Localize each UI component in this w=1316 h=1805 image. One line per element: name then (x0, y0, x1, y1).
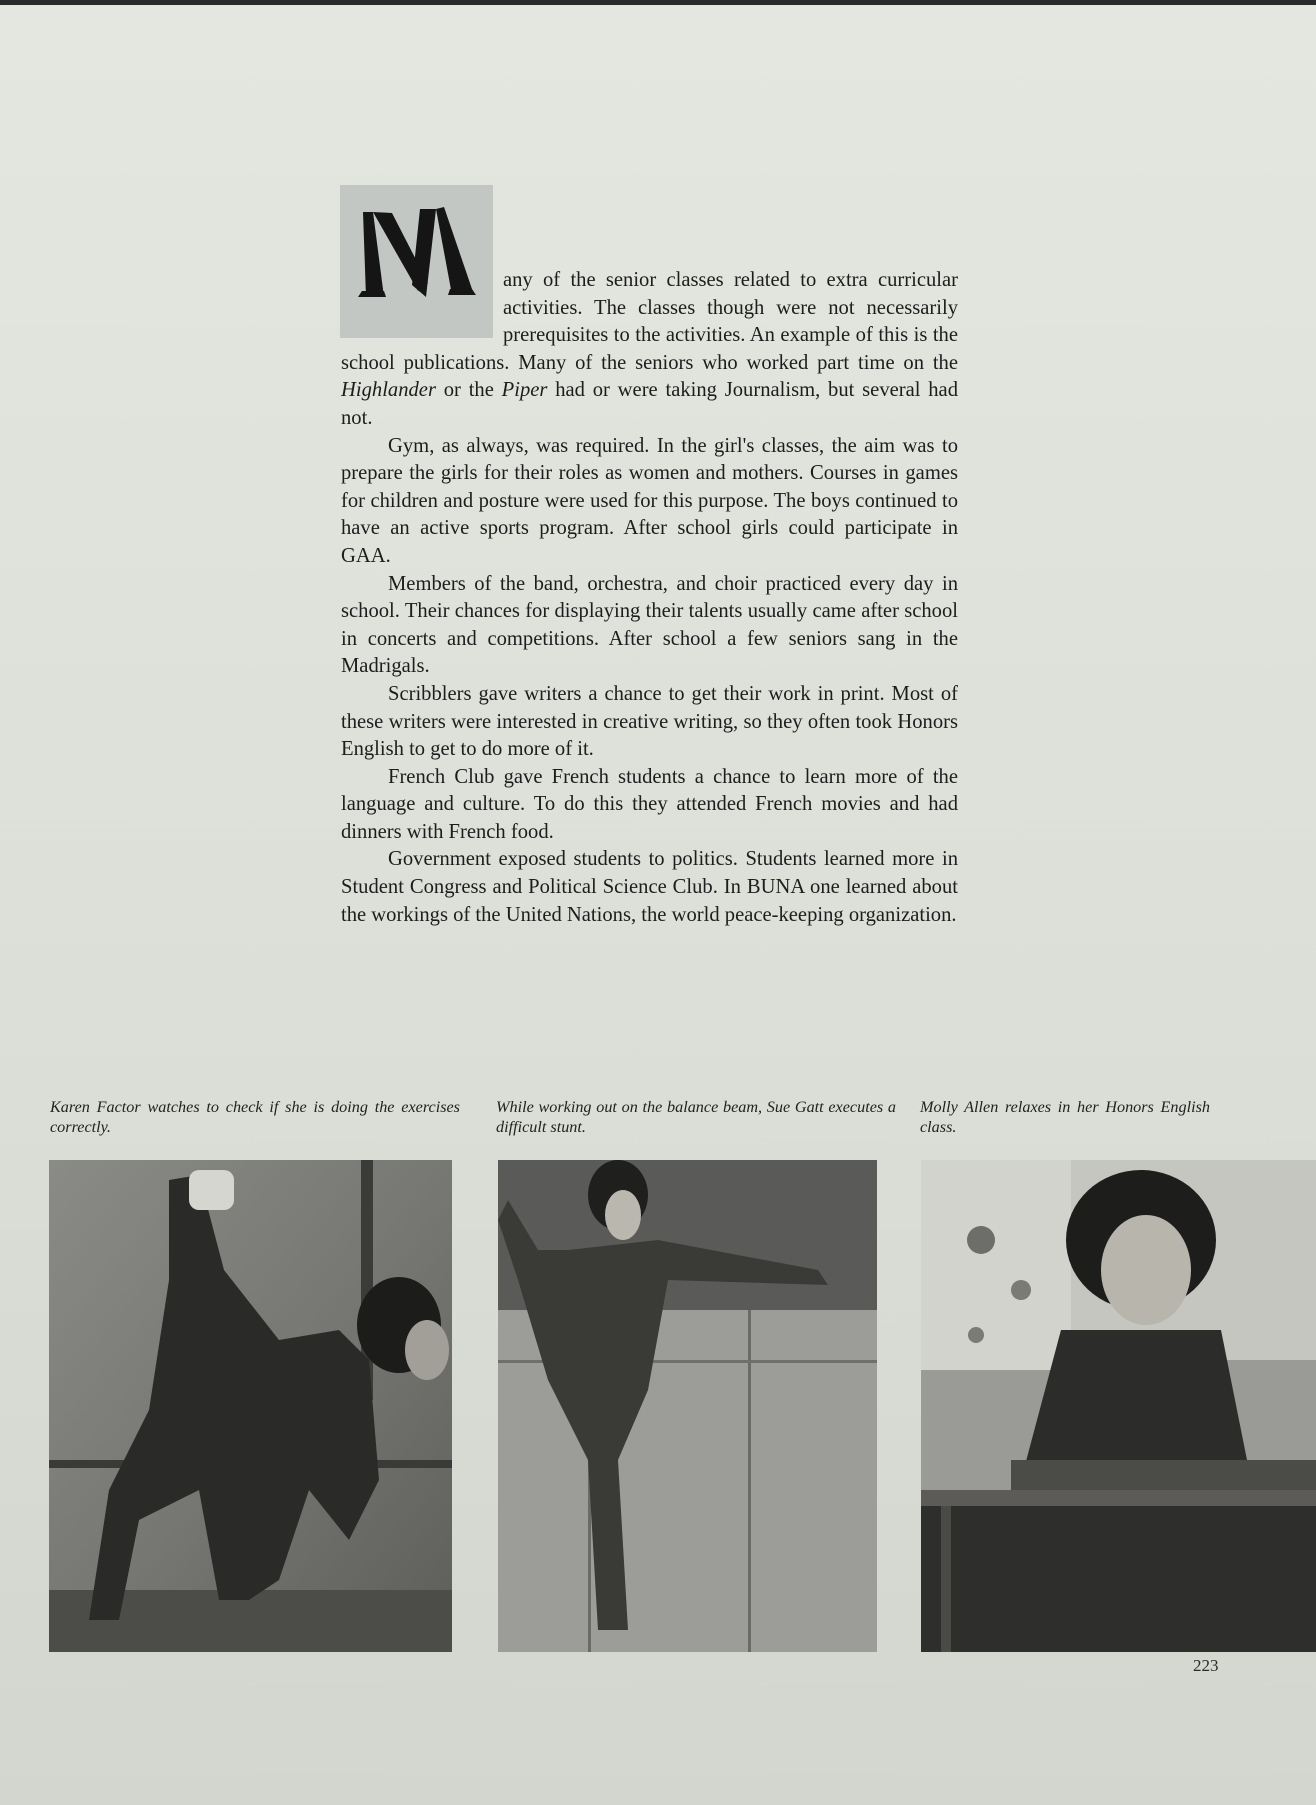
paragraph-text: or the (435, 379, 502, 402)
photo-caption-2: While working out on the balance beam, Sue Gatt executes a difficult stunt. (496, 1098, 896, 1136)
page-top-edge (0, 0, 1316, 5)
drop-cap-letter-m (340, 185, 493, 338)
article-paragraph-4: Scribblers gave writers a chance to get their work in print. Most of these writers were interested in creative writing, so they often took Honors English to get to do more of it. (341, 682, 958, 761)
photo-exercise (49, 1160, 452, 1652)
drop-cap (340, 185, 493, 338)
article-paragraph-6: Government exposed students to politics. Students learned more in Student Congress and Political Science Club. In BUNA one learned about the workings of the United Nations, the world peace-keeping organization. (341, 848, 958, 926)
paragraph-text: any of the senior classes related to extra curricular activities. The classes though were not necessarily prerequisites to the activities. An example of this is the school publications. Many of the seniors who worked part time on the (341, 269, 958, 374)
article-paragraph-3: Members of the band, orchestra, and choir practiced every day in school. Their chances for displaying their talents usually came after school in concerts and competitions. After school a few seniors sang in the Madrigals. (341, 572, 958, 678)
paragraph-text: had or were taking Journalism, but several had not. (341, 379, 958, 429)
page-number: 223 (1193, 1656, 1219, 1675)
publication-title: Piper (501, 379, 548, 402)
publication-title: Highlander (341, 379, 436, 402)
photo-caption-1: Karen Factor watches to check if she is doing the exercises correctly. (50, 1098, 460, 1136)
article-paragraph-2: Gym, as always, was required. In the girl's classes, the aim was to prepare the girls for their roles as women and mothers. Courses in games for children and posture were used for this purpose. The boys continued to have an active sports program. After school girls could participate in GAA. (341, 434, 958, 567)
article-body (341, 185, 958, 929)
photo-caption-3: Molly Allen relaxes in her Honors English class. (920, 1098, 1210, 1136)
photo-honors-english (921, 1160, 1316, 1652)
article-paragraph-5: French Club gave French students a chance to learn more of the language and culture. To do this they attended French movies and had dinners with French food. (341, 765, 958, 843)
photo-balance-beam (498, 1160, 877, 1652)
